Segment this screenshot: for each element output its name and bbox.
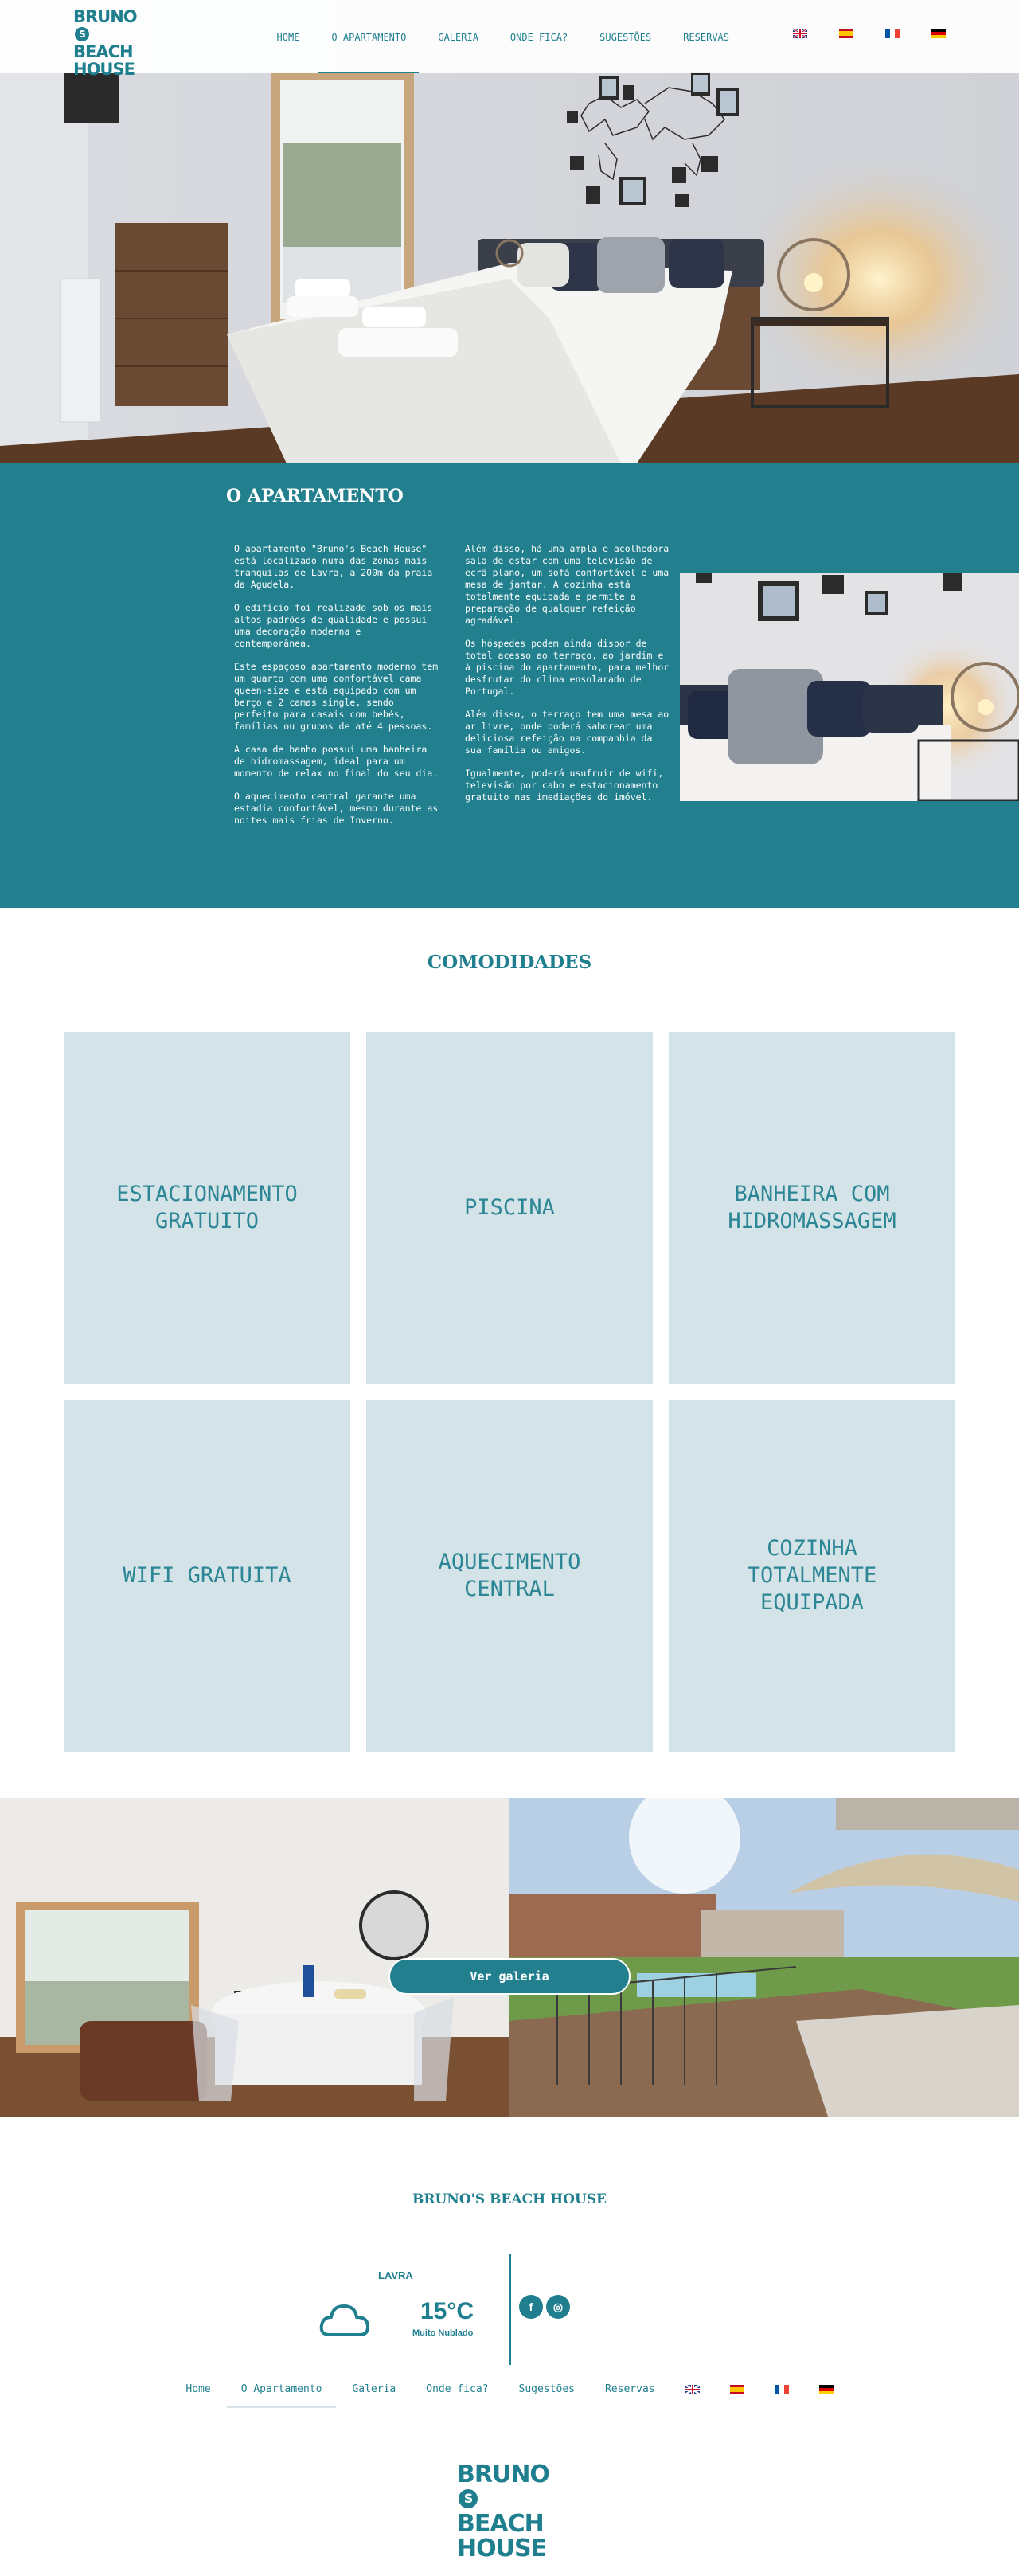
weather-widget	[318, 2254, 510, 2365]
amenity-card: COZINHA TOTALMENTE EQUIPADA	[669, 1400, 955, 1752]
nav-home[interactable]: HOME	[276, 32, 300, 43]
view-gallery-button[interactable]: Ver galeria	[388, 1958, 631, 1995]
spain-flag-icon[interactable]	[730, 2385, 744, 2394]
amenity-card: AQUECIMENTO CENTRAL	[366, 1400, 653, 1752]
nav-o-apartamento[interactable]: O APARTAMENTO	[331, 0, 406, 73]
logo-badge: S	[75, 27, 89, 41]
amenities-title: COMODIDADES	[427, 952, 592, 973]
about-section	[0, 463, 1019, 908]
footer-nav-galeria[interactable]: Galeria	[352, 2383, 396, 2395]
footer-logo[interactable]: BRUNOS BEACH HOUSE	[457, 2461, 549, 2562]
weather-city: LAVRA	[378, 2269, 413, 2281]
amenity-card: BANHEIRA COM HIDROMASSAGEM	[669, 1032, 955, 1384]
cloud-icon	[318, 2300, 371, 2340]
footer-divider	[510, 2254, 511, 2365]
france-flag-icon[interactable]	[775, 2385, 789, 2394]
nav-reservas[interactable]: RESERVAS	[683, 32, 729, 43]
amenity-card: ESTACIONAMENTO GRATUITO	[64, 1032, 350, 1384]
amenity-card: WIFI GRATUITA	[64, 1400, 350, 1752]
nav-sugestoes[interactable]: SUGESTÕES	[599, 32, 652, 43]
footer-nav-sugestoes[interactable]: Sugestões	[518, 2383, 575, 2395]
nav-onde-fica[interactable]: ONDE FICA?	[510, 32, 568, 43]
gallery-preview	[0, 1798, 1019, 2117]
nav-galeria[interactable]: GALERIA	[438, 32, 478, 43]
about-photo	[680, 573, 1019, 801]
facebook-icon[interactable]: f	[519, 2295, 543, 2319]
footer-nav-home[interactable]: Home	[185, 2383, 211, 2395]
language-switcher	[761, 0, 946, 38]
about-column-right: Além disso, há uma ampla e acolhedora sala de estar com uma televisão de ecrã plano, um sofá confortável e uma mesa de jantar. A cozinha está totalmente equipada e permite a preparação de qualquer refeição agradável. Os hóspedes podem ainda dispor de total acesso ao terraço, ao jardim e à piscina do apartamento, para melhor desfrutar do clima ensolarado de Portugal. Além disso, o terraço tem uma mesa ao ar livre, onde poderá saborear uma deliciosa refeição na companhia da sua família ou amigos. Igualmente, poderá usufruir de wifi, televisão por cabo e estacionamento gratuito nas imediações do imóvel.	[465, 543, 670, 803]
uk-flag-icon[interactable]	[685, 2385, 700, 2394]
footer-nav-o-apartamento[interactable]: O Apartamento	[241, 2383, 322, 2408]
france-flag-icon[interactable]	[885, 29, 900, 38]
footer-nav-onde-fica[interactable]: Onde fica?	[426, 2383, 489, 2395]
germany-flag-icon[interactable]	[819, 2385, 834, 2394]
weather-condition: Muito Nublado	[412, 2328, 474, 2338]
spain-flag-icon[interactable]	[839, 29, 853, 38]
footer-title: BRUNO'S BEACH HOUSE	[412, 2191, 607, 2207]
footer-nav-reservas[interactable]: Reservas	[604, 2383, 655, 2395]
uk-flag-icon[interactable]	[793, 29, 807, 38]
germany-flag-icon[interactable]	[931, 29, 946, 38]
instagram-icon[interactable]: ◎	[546, 2295, 570, 2319]
about-title: O APARTAMENTO	[226, 486, 404, 506]
main-nav	[277, 0, 1019, 73]
weather-temperature: 15°C	[420, 2298, 474, 2324]
footer-nav	[0, 2383, 1019, 2408]
about-column-left: O apartamento "Bruno's Beach House" está localizado numa das zonas mais tranquilas de Lavra, a 200m da praia da Agudela. O edifício foi realizado sob os mais altos padrões de qualidade e possui uma decoração moderna e contemporânea. Este espaçoso apartamento moderno tem um quarto com uma confortável cama queen-size e está equipado com um berço e 2 camas single, sendo perfeito para casais com bebés, famílias ou grupos de até 4 pessoas. A casa de banho possui uma banheira de hidromassagem, ideal para um momento de relax no final do seu dia. O aquecimento central garante uma estadia confortável, mesmo durante as noites mais frias de Inverno.	[234, 543, 439, 826]
amenity-card: PISCINA	[366, 1032, 653, 1384]
site-header	[0, 0, 1019, 79]
logo-badge: S	[459, 2489, 478, 2508]
brand-logo[interactable]: BRUNOS BEACH HOUSE	[73, 7, 137, 79]
